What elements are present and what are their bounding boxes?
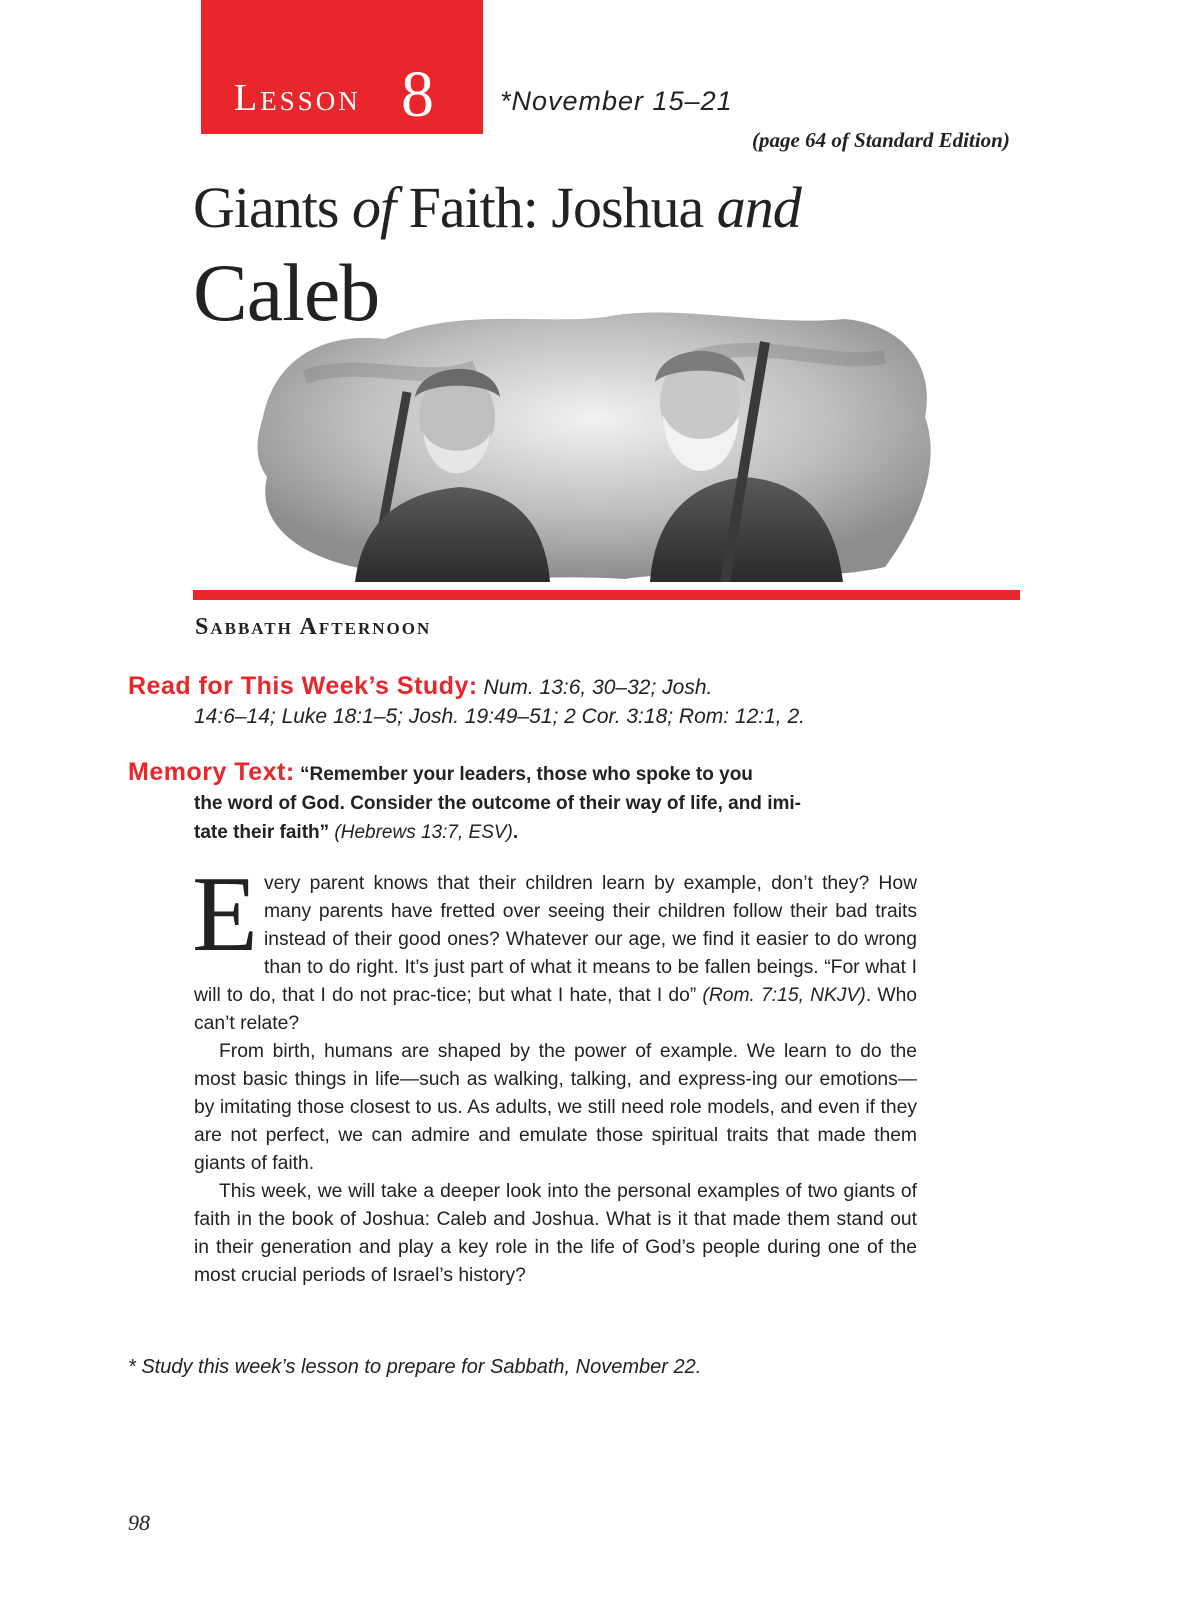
footnote: * Study this week’s lesson to prepare for Sabbath, November 22. <box>128 1356 702 1378</box>
lesson-date: *November 15–21 <box>500 86 733 116</box>
joshua-caleb-illustration <box>245 297 945 582</box>
memory-reference: (Hebrews 13:7, ESV) <box>329 822 513 843</box>
paragraph: Every parent knows that their children learn by example, don’t they? How many parents have fretted over seeing their children follow their bad traits instead of their good ones? Whatever our age, we find it easier to do wrong than to do right. It’s just part of what it means to be fallen beings. “For what I will to do, that I do not prac-tice; but what I hate, that I do” (Rom. 7:15, NKJV). Who can’t relate? <box>192 855 918 1034</box>
memory-label: Memory Text: <box>128 758 295 786</box>
page-title: Giants of Faith: Joshua and <box>193 175 801 240</box>
page-title-line2: Caleb <box>193 247 380 338</box>
read-refs-line1: Num. 13:6, 30–32; Josh. <box>477 676 713 699</box>
section-divider <box>193 590 1020 600</box>
paragraph: From birth, humans are shaped by the power of example. We learn to do the most basic things in life—such as walking, talking, and express-ing our emotions—by imitating those closest to us. As adults, we still need role models, and even if they are not perfect, we can admire and emulate those spiritual traits that made them giants of faith. <box>194 1041 917 1174</box>
lesson-label: Lesson <box>234 77 361 119</box>
reading-assignment <box>128 672 928 731</box>
drop-cap: E <box>192 855 258 974</box>
standard-edition-note: (page 64 of Standard Edition) <box>752 128 1010 152</box>
read-refs-line2: 14:6–14; Luke 18:1–5; Josh. 19:49–51; 2 Cor. 3:18; Rom: 12:1, 2. <box>194 705 805 728</box>
lesson-body <box>192 855 918 1290</box>
memory-text: Memory Text: “Remember your leaders, those who spoke to you the word of God. Consider the outcome of their way of life, and imi- tate their faith” (Hebrews 13:7, ESV). <box>128 758 801 843</box>
read-label: Read for This Week’s Study: <box>128 672 478 700</box>
paragraph: This week, we will take a deeper look into the personal examples of two giants of faith in the book of Joshua: Caleb and Joshua. What is it that made them stand out in their generation and play a key role in the life of God’s people during one of the most crucial periods of Israel’s history? <box>194 1181 917 1286</box>
page-number: 98 <box>128 1510 150 1535</box>
lesson-number: 8 <box>401 58 434 131</box>
section-heading: Sabbath Afternoon <box>195 614 432 640</box>
lesson-banner <box>201 0 483 134</box>
